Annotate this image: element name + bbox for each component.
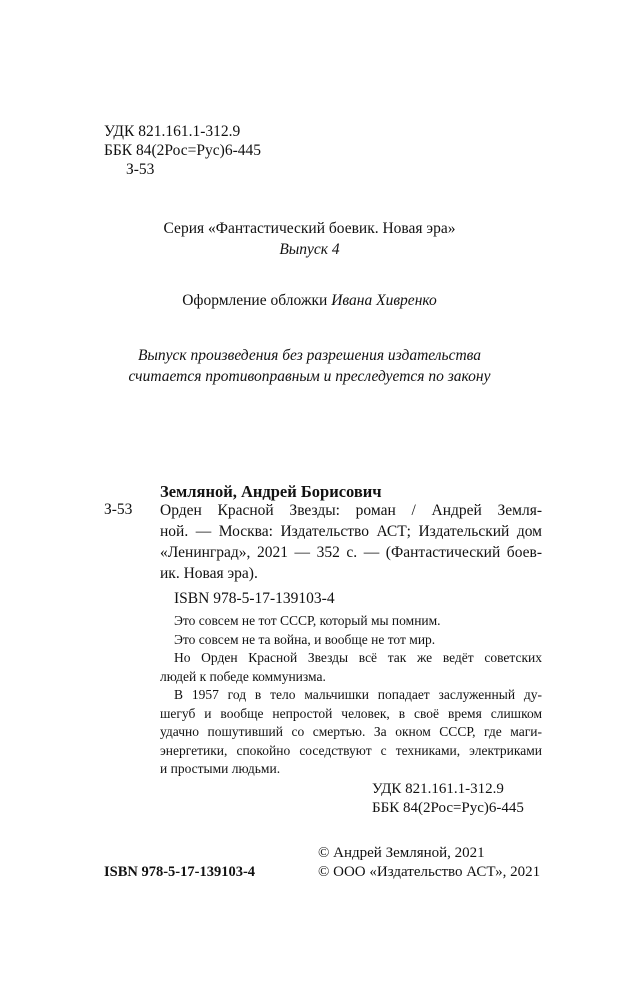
bibliographic-line: Орден Красной Звезды: роман / Андрей Земля- bbox=[160, 502, 542, 519]
footer-bbk-code: ББК 84(2Рос=Рус)6-445 bbox=[372, 800, 524, 816]
bibliographic-line: ик. Новая эра). bbox=[160, 565, 258, 582]
annotation-line: и простыми людьми. bbox=[160, 761, 281, 776]
cover-credit-prefix: Оформление обложки bbox=[182, 292, 332, 309]
copyright-author: © Андрей Земляной, 2021 bbox=[318, 845, 485, 861]
author-mark: З-53 bbox=[126, 161, 155, 178]
legal-warning-line-2: считается противоправным и преследуется по закону bbox=[128, 368, 491, 385]
annotation-line: В 1957 год в тело мальчишки попадает заслуженный ду- bbox=[174, 687, 542, 702]
cover-designer: Ивана Хивренко bbox=[331, 292, 437, 309]
legal-warning-line-1: Выпуск произведения без разрешения издательства bbox=[137, 347, 482, 364]
bibliographic-description bbox=[160, 500, 542, 584]
record-isbn: ISBN 978-5-17-139103-4 bbox=[174, 590, 335, 607]
series-title: Серия «Фантастический боевик. Новая эра» bbox=[163, 220, 456, 237]
annotation-line: Это совсем не тот СССР, который мы помним. bbox=[174, 613, 441, 628]
footer-udk-code: УДК 821.161.1-312.9 bbox=[372, 781, 504, 797]
annotation-line: энергетики, спокойно соседствуют с техниками, электриками bbox=[160, 742, 542, 758]
bibliographic-line: ной. — Москва: Издательство АСТ; Издательский дом bbox=[160, 523, 542, 540]
annotation-line: удачно пошутивший со смертью. За окном СССР, где маги- bbox=[160, 724, 542, 739]
series-issue: Выпуск 4 bbox=[279, 241, 340, 258]
annotation-line: шегуб и вообще непростой человек, в своё время слишком bbox=[160, 705, 542, 721]
annotation-line: людей к победе коммунизма. bbox=[160, 668, 326, 684]
bbk-code: ББК 84(2Рос=Рус)6-445 bbox=[104, 142, 261, 159]
annotation bbox=[160, 612, 542, 779]
annotation-line: Но Орден Красной Звезды всё так же ведёт советских bbox=[174, 650, 542, 665]
copyright-publisher: © ООО «Издательство АСТ», 2021 bbox=[318, 864, 541, 880]
bibliographic-line: «Ленинград», 2021 — 352 с. — (Фантастический боев- bbox=[160, 544, 542, 561]
record-author: Земляной, Андрей Борисович bbox=[160, 482, 382, 501]
udk-code: УДК 821.161.1-312.9 bbox=[104, 123, 241, 140]
annotation-line: Это совсем не та война, и вообще не тот мир. bbox=[174, 631, 436, 647]
cover-credit bbox=[0, 291, 619, 311]
footer-isbn: ISBN 978-5-17-139103-4 bbox=[104, 864, 256, 880]
record-author-mark: З-53 bbox=[104, 501, 133, 518]
